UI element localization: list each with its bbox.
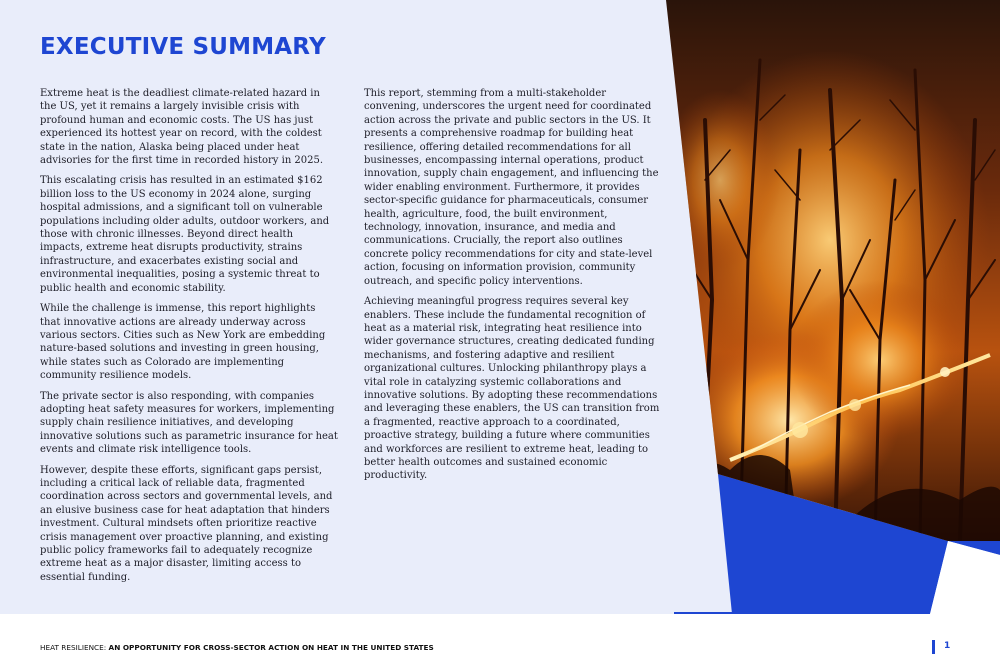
paragraph: Achieving meaningful progress requires several key enablers. These include the fundamental recognition of heat as a material risk, integrating heat resilience into wider governance structures, creating dedicated funding mechanisms, and fostering adaptive and resilient organizational cultures. Unlocking philanthropy plays a vital role in catalyzing systemic collaborations and innovative solutions. By adopting these recommendations and leveraging these enablers, the US can transition from a fragmented, reactive approach to a coordinated, proactive strategy, building a future where communities and workforces are resilient to extreme heat, leading to better health outcomes and sustained economic productivity.: [364, 296, 660, 482]
footer-label-prefix: HEAT RESILIENCE:: [40, 643, 109, 652]
paragraph: This report, stemming from a multi-stakeholder convening, underscores the urgent need for coordinated action across the private and public sectors in the US. It presents a comprehensive roadmap for building heat resilience, offering detailed recommendations for all businesses, encompassing internal operations, product innovation, supply chain engagement, and influencing the wider enabling environment. Furthermore, it provides sector-specific guidance for pharmaceuticals, consumer health, agriculture, food, the built environment, technology, innovation, insurance, and media and communications. Crucially, the report also outlines concrete policy recommendations for city and state-level action, focusing on information provision, community outreach, and specific policy interventions.: [364, 88, 659, 287]
footer-report-title: [40, 643, 434, 652]
paragraph: However, despite these efforts, significant gaps persist, including a critical lack of reliable data, fragmented coordination across sectors and governmental levels, and an elusive business case for heat adaptation that hinders investment. Cultural mindsets often prioritize reactive crisis management over proactive planning, and existing public policy frameworks fail to adequately recognize extreme heat as a major disaster, limiting access to essential funding.: [40, 464, 333, 583]
page-title: EXECUTIVE SUMMARY: [40, 34, 326, 60]
paragraph: This escalating crisis has resulted in an estimated $162 billion loss to the US economy in 2024 alone, surging hospital admissions, and a significant toll on vulnerable populations including older adults, outdoor workers, and those with chronic illnesses. Beyond direct health impacts, extreme heat disrupts productivity, strains infrastructure, and exacerbates existing social and environmental inequalities, posing a systemic threat to public health and economic stability.: [40, 175, 330, 294]
footer-divider-bar: [932, 640, 935, 654]
paragraph: While the challenge is immense, this report highlights that innovative actions are already underway across various sectors. Cities such as New York are embedding nature-based solutions and investing in green housing, while states such as Colorado are implementing community resilience models.: [40, 303, 326, 382]
page-number: 1: [944, 641, 951, 651]
paragraph: Extreme heat is the deadliest climate-related hazard in the US, yet it remains a largely invisible crisis with profound human and economic costs. The US has just experienced its hottest year on record, with the coldest state in the nation, Alaska being placed under heat advisories for the first time in recorded history in 2025.: [40, 88, 324, 167]
left-column: [40, 87, 338, 591]
footer-label-bold: AN OPPORTUNITY FOR CROSS-SECTOR ACTION ON HEAT IN THE UNITED STATES: [108, 643, 434, 652]
paragraph: The private sector is also responding, with companies adopting heat safety measures for workers, implementing supply chain resilience initiatives, and developing innovative solutions such as parametric insurance for heat events and climate risk intelligence tools.: [40, 390, 338, 456]
right-column: [364, 87, 664, 490]
